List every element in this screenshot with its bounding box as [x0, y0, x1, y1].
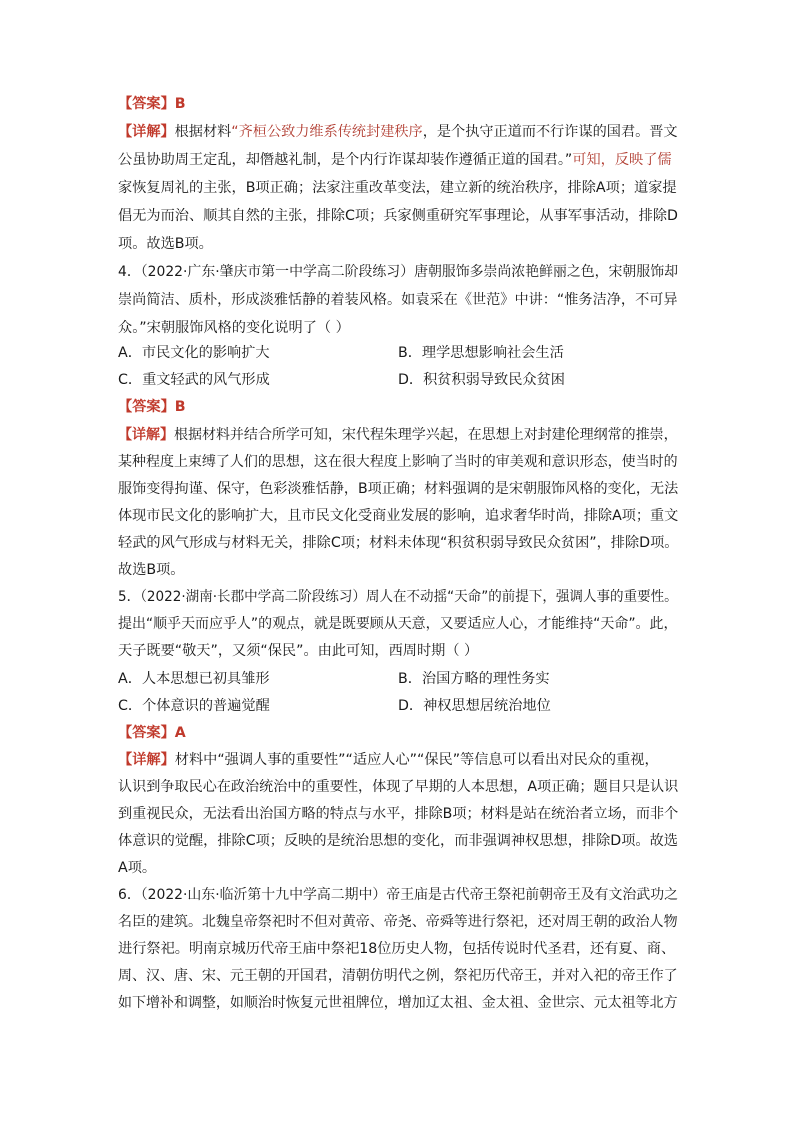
q5-option-a: A．人本思想已初具雏形 — [118, 671, 270, 687]
q3-detail-line-5: 项。故选B项。 — [118, 236, 213, 252]
q3-answer-line — [118, 95, 678, 113]
q4-option-d: D．积贫积弱导致民众贫困 — [398, 372, 565, 388]
q6-stem-line-3: 进行祭祀。明南京城历代帝王庙中祭祀18位历史人物，包括传说时代圣君，还有夏、商、 — [118, 941, 676, 957]
q3-detail-line-3: 家恢复周礼的主张，B项正确；法家注重改革变法，建立新的统治秩序，排除A项；道家提 — [118, 180, 677, 196]
q6-stem-line-1: 6．（2022·山东·临沂第十九中学高二期中）帝王庙是古代帝王祭祀前朝帝王及有文治武功之 — [118, 887, 678, 903]
q6-stem-line-2: 名臣的建筑。北魏皇帝祭祀时不但对黄帝、帝尧、帝舜等进行祭祀，还对周王朝的政治人物 — [118, 914, 678, 930]
q4-detail-line-6: 故选B项。 — [118, 562, 185, 578]
q4-detail-line-3: 服饰变得拘谨、保守，色彩淡雅恬静，B项正确；材料强调的是宋朝服饰风格的变化，无法 — [118, 481, 679, 497]
q4-detail-line-1: 【详解】根据材料并结合所学可知，宋代程朱理学兴起，在思想上对封建伦理纲常的推崇， — [118, 427, 678, 443]
q5-option-b: B．治国方略的理性务实 — [398, 671, 550, 687]
q5-answer-line: 【答案】A — [118, 725, 186, 741]
q4-stem-line-2: 崇尚简洁、质朴，形成淡雅恬静的着装风格。如袁采在《世范》中讲：“惟务洁净，不可异 — [118, 292, 678, 308]
answer-value: B — [174, 399, 186, 415]
answer-tag: 【答案】 — [118, 96, 175, 112]
q5-option-c: C．个体意识的普遍觉醒 — [118, 698, 270, 714]
q4-stem-line-3: 众。”宋朝服饰风格的变化说明了（ ） — [118, 320, 350, 336]
q3-detail-line-4: 倡无为而治、顺其自然的主张，排除C项；兵家侧重研究军事理论，从事军事活动，排除D — [118, 208, 678, 224]
answer-value: B — [174, 96, 186, 112]
answer-value: A — [174, 725, 186, 741]
detail-tag: 【详解】 — [118, 124, 175, 140]
q5-detail-line-2: 认识到争取民心在政治统治中的重要性，体现了早期的人本思想，A项正确；题目只是认识 — [118, 779, 679, 795]
q5-stem-line-3: 天子既要“敬天”，又须“保民”。由此可知，西周时期（ ） — [118, 643, 479, 659]
q4-option-b: B．理学思想影响社会生活 — [398, 345, 564, 361]
q4-detail-line-5: 轻武的风气形成与材料无关，排除C项；材料未体现“积贫积弱导致民众贫困”，排除D项。 — [118, 535, 679, 551]
q6-stem-line-5: 如下增补和调整，如顺治时恢复元世祖牌位，增加辽太祖、金太祖、金世宗、元太祖等北方 — [118, 995, 678, 1011]
q4-option-a: A．市民文化的影响扩大 — [118, 345, 270, 361]
q6-stem-line-4: 周、汉、唐、宋、元王朝的开国君，清朝仿明代之例，祭祀历代帝王，并对入祀的帝王作了 — [118, 968, 678, 984]
q4-answer-line: 【答案】B — [118, 399, 186, 415]
q3-detail-line-2: 公虽协助周王定乱，却僭越礼制，是个内行诈谋却装作遵循正道的国君。”可知，反映了儒 — [118, 152, 672, 168]
q4-detail-line-4: 体现市民文化的影响扩大，且市民文化受商业发展的影响，追求奢华时尚，排除A项；重文 — [118, 508, 679, 524]
q5-detail-line-3: 到重视民众，无法看出治国方略的特点与水平，排除B项；材料是站在统治者立场，而非个 — [118, 806, 679, 822]
q3-detail-line-1: 【详解】根据材料“齐桓公致力维系传统封建秩序，是个执守正道而不行诈谋的国君。晋文 — [118, 124, 678, 140]
q4-detail-line-2: 某种程度上束缚了人们的思想，这在很大程度上影响了当时的审美观和意识形态，使当时的 — [118, 454, 678, 470]
q4-stem-line-1: 4．（2022·广东·肇庆市第一中学高二阶段练习）唐朝服饰多崇尚浓艳鲜丽之色，宋朝服饰却 — [118, 264, 678, 280]
q5-option-d: D．神权思想居统治地位 — [398, 698, 551, 714]
q5-stem-line-2: 提出“顺乎天而应乎人”的观点，就是既要顾从天意，又要适应人心，才能维持“天命”。此， — [118, 616, 678, 632]
q4-option-c: C．重文轻武的风气形成 — [118, 372, 270, 388]
quoted-material: “齐桓公致力维系传统封建秩序 — [231, 124, 423, 140]
q5-detail-line-5: A项。 — [118, 860, 157, 876]
q5-detail-line-1: 【详解】材料中“强调人事的重要性”“适应人心”“保民”等信息可以看出对民众的重视， — [118, 752, 659, 768]
q5-detail-line-4: 体意识的觉醒，排除C项；反映的是统治思想的变化，而非强调神权思想，排除D项。故选 — [118, 833, 678, 849]
q5-stem-line-1: 5．（2022·湖南·长郡中学高二阶段练习）周人在不动摇“天命”的前提下，强调人事的重要性。 — [118, 589, 678, 605]
